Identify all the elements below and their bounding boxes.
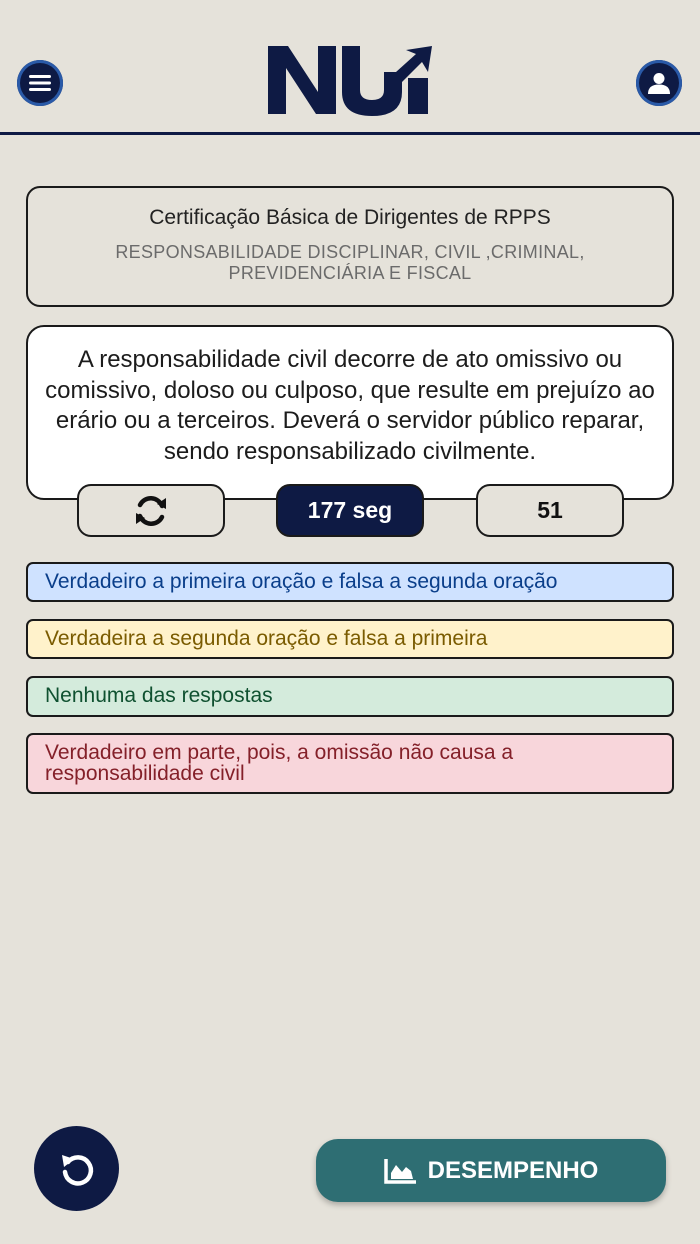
answer-option-label: Verdadeiro a primeira oração e falsa a segunda oração (45, 570, 558, 593)
user-icon (647, 71, 671, 95)
user-profile-button[interactable] (636, 60, 682, 106)
refresh-button[interactable] (77, 484, 225, 537)
app-logo (266, 42, 434, 118)
question-card (26, 325, 674, 500)
answer-option-label: Verdadeira a segunda oração e falsa a primeira (45, 627, 488, 650)
course-subtitle-line2: PREVIDENCIÁRIA E FISCAL (228, 263, 472, 283)
course-title: Certificação Básica de Dirigentes de RPPS (149, 206, 551, 229)
hamburger-menu-icon (28, 73, 52, 93)
undo-button[interactable] (34, 1126, 119, 1211)
answer-option-1[interactable] (26, 562, 674, 602)
question-count-text: 51 (537, 497, 563, 523)
course-subtitle-line1: RESPONSABILIDADE DISCIPLINAR, CIVIL ,CRIMINAL, (115, 242, 585, 262)
refresh-icon (133, 494, 169, 528)
performance-label: DESEMPENHO (427, 1156, 599, 1184)
performance-button[interactable] (316, 1139, 666, 1202)
app-header (0, 0, 700, 135)
answer-option-label: Nenhuma das respostas (45, 684, 273, 707)
question-text: A responsabilidade civil decorre de ato omissivo ou comissivo, doloso ou culposo, que resulte em prejuízo ao erário ou a terceiros. Deverá o servidor público reparar, sendo responsabilizado civilmente. (45, 346, 655, 465)
menu-button[interactable] (17, 60, 63, 106)
answer-option-3[interactable] (26, 676, 674, 717)
course-card (26, 186, 674, 307)
answer-option-label: Verdadeiro em parte, pois, a omissão não causa a responsabilidade civil (45, 741, 514, 785)
answer-option-2[interactable] (26, 619, 674, 659)
timer-badge (276, 484, 424, 537)
area-chart-icon (384, 1157, 418, 1185)
answer-option-4[interactable] (26, 733, 674, 794)
question-count-badge (476, 484, 624, 537)
course-subtitle (68, 242, 632, 284)
timer-text: 177 seg (307, 497, 393, 523)
undo-icon (58, 1150, 96, 1188)
